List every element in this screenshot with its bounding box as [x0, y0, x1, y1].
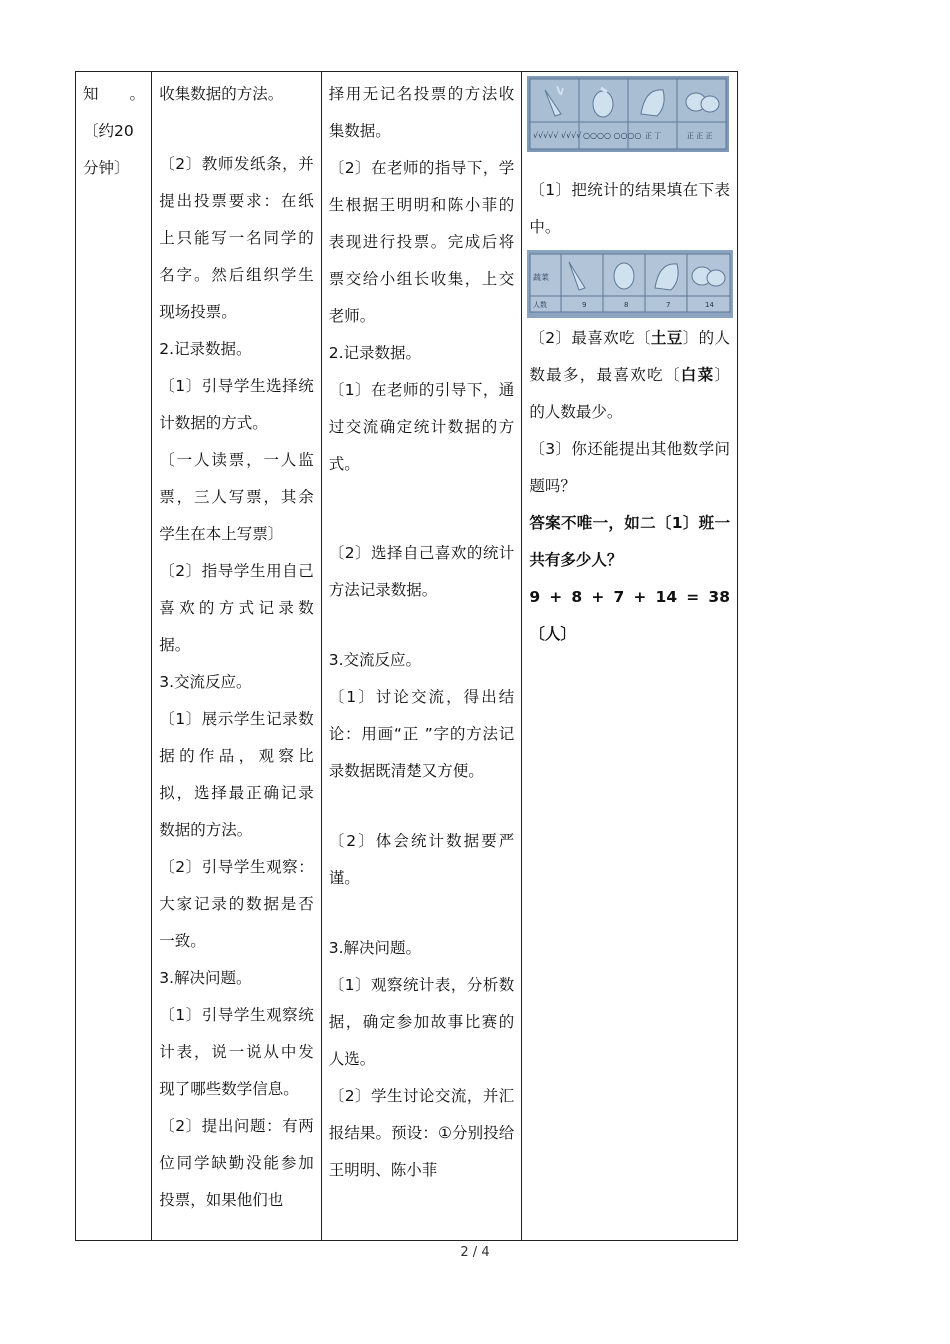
teacher-activity-column: [152, 72, 322, 1241]
paragraph: 〔2〕体会统计数据要严谨。: [328, 832, 515, 887]
paragraph: 〔一人读票，一人监票，三人写票，其余学生在本上写票〕: [159, 451, 314, 543]
paragraph: 〔1〕引导学生观察统计表，说一说从中发现了哪些数学信息。: [159, 1006, 314, 1098]
col1-line: 〔约20: [83, 122, 134, 140]
tally-text: 正 正 正: [687, 132, 713, 140]
tally-text: ○○○○ ○○○○: [583, 131, 642, 140]
count-value: 14: [705, 301, 715, 309]
paragraph: 〔2〕在老师的指导下，学生根据王明明和陈小菲的表现进行投票。完成后将票交给小组长收集，上交老师。: [328, 159, 515, 325]
tally-text: √√√√√ √√√√: [533, 131, 582, 140]
q2-text: 〕的人数最少。: [529, 366, 730, 421]
eggplant-icon: [614, 263, 634, 289]
student-activity-column: [321, 72, 522, 1241]
col1-line: 分钟〕: [83, 159, 130, 177]
paragraph: 3.解决问题。: [159, 969, 252, 987]
tally-table-photo: [527, 76, 729, 152]
paragraph: 〔1〕展示学生记录数据的作品，观察比拟，选择最正确记录数据的方法。: [159, 710, 314, 839]
col1-line: 知 。: [83, 85, 146, 103]
answer-most: 土豆: [650, 329, 683, 347]
paragraph: 〔1〕观察统计表，分析数据，确定参加故事比赛的人选。: [328, 976, 515, 1068]
paragraph: 〔2〕学生讨论交流，并汇报结果。预设：①分别投给王明明、陈小菲: [328, 1087, 515, 1179]
paragraph: 〔1〕讨论交流，得出结论：用画“正 ”字的方法记录数据既清楚又方便。: [328, 688, 515, 780]
question-1: 〔1〕把统计的结果填在下表中。: [529, 181, 730, 236]
count-value: 7: [666, 301, 671, 309]
question-2: [529, 320, 730, 431]
count-value: 9: [582, 301, 587, 309]
answer-equation: 9 + 8 + 7 + 14 = 38〔人〕: [529, 588, 730, 643]
paragraph: 3.交流反应。: [159, 673, 252, 691]
lesson-plan-table: [75, 71, 738, 1241]
table-row: [76, 72, 738, 1241]
q2-text: 〕的人数最多，最喜欢吃〔: [529, 329, 730, 384]
paragraph: 择用无记名投票的方法收集数据。: [328, 85, 515, 140]
paragraph: 2.记录数据。: [159, 340, 252, 358]
paragraph: 3.解决问题。: [328, 939, 422, 957]
count-table-photo: [527, 250, 733, 318]
question-3: 〔3〕你还能提出其他数学问题吗？: [529, 440, 730, 495]
tally-text: 正 丁: [645, 132, 662, 140]
paragraph: 收集数据的方法。: [159, 85, 284, 103]
paragraph: 〔2〕提出问题：有两位同学缺勤没能参加投票，如果他们也: [159, 1117, 314, 1209]
paragraph: 〔2〕引导学生观察：大家记录的数据是否一致。: [159, 858, 314, 950]
q2-text: 〔2〕最喜欢吃〔: [529, 329, 651, 347]
count-value: 8: [624, 301, 629, 309]
paragraph: 3.交流反应。: [328, 651, 422, 669]
row-label: 蔬菜: [533, 273, 550, 282]
paragraph: 2.记录数据。: [328, 344, 422, 362]
page-number: 2 / 4: [460, 1245, 490, 1260]
answer-text: 答案不唯一，如二〔1〕班一共有多少人？: [529, 514, 730, 569]
paragraph: 〔2〕教师发纸条，并提出投票要求：在纸上只能写一名同学的名字。然后组织学生现场投票。: [159, 155, 314, 321]
time-column: [76, 72, 152, 1241]
paragraph: 〔2〕选择自己喜欢的统计方法记录数据。: [328, 544, 515, 599]
row-label: 人数: [533, 301, 548, 309]
paragraph: 〔1〕在老师的引导下，通过交流确定统计数据的方式。: [328, 381, 515, 473]
paragraph: 〔1〕引导学生选择统计数据的方式。: [159, 377, 314, 432]
answer-least: 白菜: [680, 366, 715, 384]
paragraph: 〔2〕指导学生用自己喜欢的方式记录数据。: [159, 562, 314, 654]
exercise-column: [522, 72, 738, 1241]
